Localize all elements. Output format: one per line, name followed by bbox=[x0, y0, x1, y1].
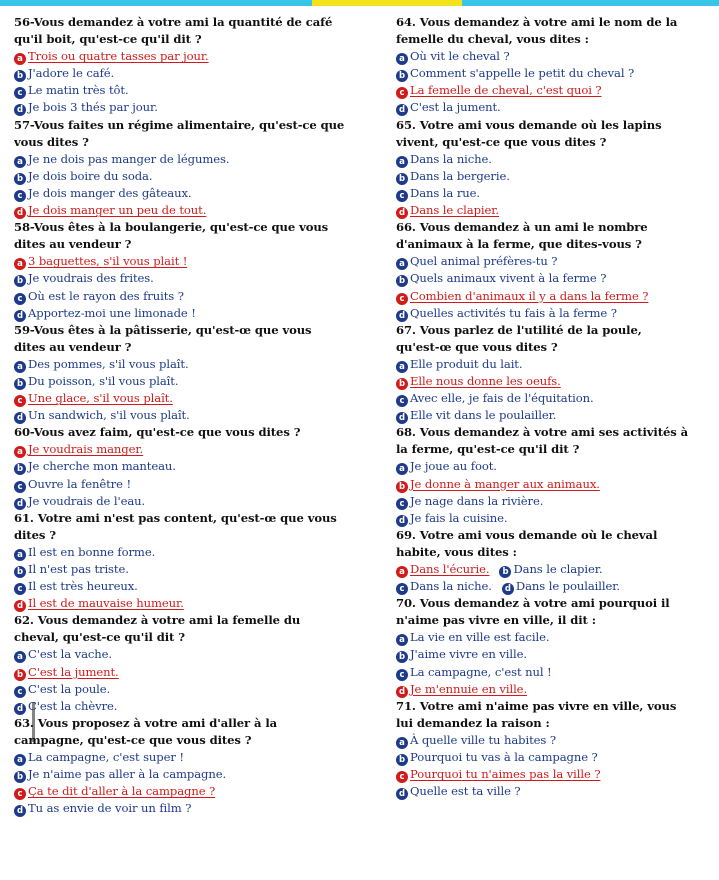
option-line bbox=[14, 253, 366, 270]
option-letter-icon: c bbox=[14, 87, 26, 99]
option-letter-icon: a bbox=[14, 446, 26, 458]
option-text: Combien d'animaux il y a dans la ferme ? bbox=[410, 288, 649, 303]
option-text: La campagne, c'est nul ! bbox=[410, 664, 552, 679]
answer-option bbox=[396, 100, 501, 114]
option-letter-icon: d bbox=[14, 600, 26, 612]
question-text: campagne, qu'est-ce que vous dites ? bbox=[14, 732, 252, 747]
answer-option bbox=[14, 169, 152, 183]
option-text: Il est très heureux. bbox=[28, 579, 138, 594]
answer-option bbox=[396, 408, 556, 422]
option-text: J'aime vivre en ville. bbox=[410, 647, 527, 662]
answer-option bbox=[14, 459, 176, 473]
answer-option bbox=[14, 545, 155, 559]
top-color-bar bbox=[0, 0, 719, 6]
answer-option bbox=[14, 801, 191, 815]
answer-option bbox=[14, 357, 189, 371]
answer-option bbox=[396, 459, 497, 473]
question-text: 67. Vous parlez de l'utilité de la poule, bbox=[396, 322, 642, 337]
option-line bbox=[396, 766, 711, 783]
question-text: 58-Vous êtes à la boulangerie, qu'est-ce que vous bbox=[14, 220, 329, 235]
correct-answer-option bbox=[396, 83, 602, 97]
option-letter-icon: a bbox=[14, 258, 26, 270]
answer-option bbox=[14, 494, 145, 508]
question-text: qu'il boit, qu'est-ce qu'il dit ? bbox=[14, 32, 202, 47]
option-letter-icon: a bbox=[396, 361, 408, 373]
option-letter-icon: d bbox=[396, 788, 408, 800]
option-letter-icon: c bbox=[396, 395, 408, 407]
option-line bbox=[14, 749, 366, 766]
option-line bbox=[14, 65, 366, 82]
option-letter-icon: b bbox=[14, 669, 26, 681]
correct-answer-option bbox=[396, 682, 527, 696]
option-line bbox=[14, 441, 366, 458]
option-letter-icon: d bbox=[14, 310, 26, 322]
question-text: 62. Vous demandez à votre ami la femelle du bbox=[14, 613, 301, 628]
correct-answer-option bbox=[14, 665, 119, 679]
question-text: habite, vous dites : bbox=[396, 544, 517, 559]
answer-option bbox=[396, 169, 510, 183]
option-text: Elle vit dans le poulailler. bbox=[410, 408, 557, 423]
option-line bbox=[14, 544, 366, 561]
question-text: 57-Vous faites un régime alimentaire, qu'est-ce que bbox=[14, 117, 345, 132]
option-letter-icon: d bbox=[396, 310, 408, 322]
question-text: n'aime pas vivre en ville, il dit : bbox=[396, 613, 596, 628]
option-letter-icon: b bbox=[396, 275, 408, 287]
option-letter-icon: b bbox=[396, 70, 408, 82]
option-line bbox=[396, 458, 711, 475]
answer-option bbox=[396, 49, 510, 63]
answer-option bbox=[396, 66, 634, 80]
option-line bbox=[14, 82, 366, 99]
option-text: Dans le clapier. bbox=[410, 203, 500, 218]
answer-option bbox=[14, 374, 178, 388]
answer-option bbox=[396, 357, 522, 371]
option-line bbox=[396, 48, 711, 65]
option-text: Je voudrais des frites. bbox=[28, 271, 154, 286]
option-line bbox=[396, 82, 711, 99]
option-letter-icon: c bbox=[14, 190, 26, 202]
option-text: Dans la niche. bbox=[410, 151, 492, 166]
answer-option bbox=[14, 477, 131, 491]
option-line bbox=[14, 168, 366, 185]
option-line bbox=[396, 510, 711, 527]
option-letter-icon: c bbox=[396, 771, 408, 783]
option-text: Quel animal préfères-tu ? bbox=[410, 254, 558, 269]
question-text: 66. Vous demandez à un ami le nombre bbox=[396, 220, 648, 235]
option-text: 3 baguettes, s'il vous plait ! bbox=[28, 254, 188, 269]
option-line bbox=[14, 185, 366, 202]
option-text: Avec elle, je fais de l'équitation. bbox=[410, 391, 594, 406]
option-line bbox=[396, 390, 711, 407]
correct-answer-option bbox=[14, 49, 209, 63]
right-column bbox=[396, 14, 711, 800]
option-text: C'est la jument. bbox=[410, 100, 501, 115]
option-line bbox=[396, 356, 711, 373]
option-letter-icon: c bbox=[14, 481, 26, 493]
option-line bbox=[396, 253, 711, 270]
option-line bbox=[14, 698, 366, 715]
option-text: Ouvre la fenêtre ! bbox=[28, 476, 132, 491]
option-text: Apportez-moi une limonade ! bbox=[28, 305, 196, 320]
option-text: Dans l'écurie. bbox=[410, 562, 490, 576]
option-text: Tu as envie de voir un film ? bbox=[28, 801, 192, 816]
correct-answer-option bbox=[14, 784, 215, 798]
option-text: La vie en ville est facile. bbox=[410, 630, 550, 645]
option-line bbox=[396, 681, 711, 698]
option-text: Ça te dit d'aller à la campagne ? bbox=[28, 784, 216, 799]
option-line bbox=[14, 476, 366, 493]
option-letter-icon: b bbox=[396, 651, 408, 663]
option-letter-icon: a bbox=[14, 53, 26, 65]
option-letter-icon: d bbox=[396, 515, 408, 527]
question-text: 61. Votre ami n'est pas content, qu'est-œ que vous bbox=[14, 510, 337, 525]
option-text: Elle produit du lait. bbox=[410, 356, 523, 371]
answer-option bbox=[14, 271, 154, 285]
option-line bbox=[396, 185, 711, 202]
option-text: Il est en bonne forme. bbox=[28, 544, 156, 559]
answer-option bbox=[499, 562, 602, 576]
option-letter-icon: d bbox=[502, 583, 514, 595]
option-text: Dans le poulailler. bbox=[515, 579, 620, 594]
correct-answer-option bbox=[396, 477, 600, 491]
answer-option bbox=[14, 186, 192, 200]
answer-option bbox=[14, 682, 110, 696]
option-letter-icon: a bbox=[14, 651, 26, 663]
option-line bbox=[396, 493, 711, 510]
option-letter-icon: a bbox=[14, 549, 26, 561]
option-text: Où vit le cheval ? bbox=[410, 49, 510, 64]
option-letter-icon: b bbox=[14, 463, 26, 475]
option-text: Il n'est pas triste. bbox=[28, 562, 129, 576]
correct-answer-option bbox=[396, 562, 489, 576]
option-text: Je bois 3 thés par jour. bbox=[28, 100, 158, 115]
question-text: 68. Vous demandez à votre ami ses activités à bbox=[396, 425, 689, 440]
correct-answer-option bbox=[14, 596, 184, 610]
answer-option bbox=[502, 579, 620, 593]
option-line bbox=[396, 407, 711, 424]
option-text: Je n'aime pas aller à la campagne. bbox=[28, 767, 227, 782]
option-letter-icon: b bbox=[14, 275, 26, 287]
correct-answer-option bbox=[396, 203, 499, 217]
option-letter-icon: a bbox=[396, 463, 408, 475]
option-text: Je voudrais de l'eau. bbox=[28, 493, 146, 508]
option-line bbox=[396, 646, 711, 663]
question-text: 60-Vous avez faim, qu'est-ce que vous dites ? bbox=[14, 425, 301, 440]
option-text: Je m'ennuie en ville. bbox=[410, 681, 528, 696]
question-text: 70. Vous demandez à votre ami pourquoi il bbox=[396, 596, 670, 611]
option-letter-icon: d bbox=[14, 104, 26, 116]
option-text: Je nage dans la rivière. bbox=[410, 493, 544, 508]
option-letter-icon: c bbox=[396, 498, 408, 510]
question-text: d'animaux à la ferme, que dites-vous ? bbox=[396, 237, 642, 252]
option-text: La campagne, c'est super ! bbox=[28, 750, 184, 765]
option-pair-line bbox=[396, 561, 711, 578]
option-text: Où est le rayon des fruits ? bbox=[28, 288, 184, 303]
question-text: dites ? bbox=[14, 527, 56, 542]
option-letter-icon: a bbox=[14, 156, 26, 168]
question-text: 64. Vous demandez à votre ami le nom de la bbox=[396, 15, 678, 29]
correct-answer-option bbox=[14, 442, 143, 456]
option-text: Comment s'appelle le petit du cheval ? bbox=[410, 66, 635, 81]
answer-option bbox=[396, 254, 557, 268]
correct-answer-option bbox=[14, 391, 173, 405]
option-letter-icon: a bbox=[396, 566, 408, 578]
option-text: C'est la vache. bbox=[28, 647, 112, 662]
option-text: Quelle est ta ville ? bbox=[410, 784, 521, 799]
option-text: Je dois boire du soda. bbox=[28, 168, 153, 183]
correct-answer-option bbox=[396, 767, 600, 781]
question-text: 65. Votre ami vous demande où les lapins bbox=[396, 117, 662, 132]
correct-answer-option bbox=[396, 289, 648, 303]
option-line bbox=[14, 646, 366, 663]
question-text: dites au vendeur ? bbox=[14, 339, 132, 354]
option-line bbox=[14, 390, 366, 407]
answer-option bbox=[14, 100, 158, 114]
option-line bbox=[396, 270, 711, 287]
option-line bbox=[396, 288, 711, 305]
option-text: Je fais la cuisine. bbox=[410, 510, 508, 525]
option-text: Dans la bergerie. bbox=[410, 168, 510, 183]
option-line bbox=[14, 270, 366, 287]
option-letter-icon: b bbox=[396, 481, 408, 493]
answer-option bbox=[396, 733, 556, 747]
question-text: femelle du cheval, vous dites : bbox=[396, 32, 589, 47]
question-text: qu'est-œ que vous dites ? bbox=[396, 339, 558, 354]
answer-option bbox=[396, 511, 508, 525]
option-letter-icon: a bbox=[396, 156, 408, 168]
question-text: 59-Vous êtes à la pâtisserie, qu'est-œ que vous bbox=[14, 322, 312, 337]
option-line bbox=[14, 561, 366, 578]
option-line bbox=[14, 48, 366, 65]
top-color-bar-accent bbox=[312, 0, 462, 6]
option-line bbox=[396, 783, 711, 800]
option-letter-icon: a bbox=[396, 634, 408, 646]
option-text: Je dois manger des gâteaux. bbox=[28, 185, 192, 200]
option-letter-icon: b bbox=[14, 70, 26, 82]
option-pair-line bbox=[396, 578, 711, 595]
option-line bbox=[14, 458, 366, 475]
option-letter-icon: d bbox=[14, 703, 26, 715]
question-text: 69. Votre ami vous demande où le cheval bbox=[396, 527, 658, 542]
option-line bbox=[396, 749, 711, 766]
left-column bbox=[14, 14, 366, 817]
question-text: vous dites ? bbox=[14, 134, 89, 149]
option-letter-icon: c bbox=[396, 293, 408, 305]
option-text: J'adore le café. bbox=[28, 66, 115, 81]
option-text: Un sandwich, s'il vous plaît. bbox=[28, 408, 190, 423]
option-text: Je joue au foot. bbox=[410, 459, 497, 474]
option-letter-icon: a bbox=[14, 754, 26, 766]
option-text: Je dois manger un peu de tout. bbox=[28, 203, 207, 218]
option-letter-icon: d bbox=[396, 412, 408, 424]
option-letter-icon: b bbox=[14, 566, 26, 578]
option-line bbox=[14, 595, 366, 612]
answer-option bbox=[14, 579, 138, 593]
option-text: C'est la jument. bbox=[28, 664, 119, 679]
option-letter-icon: b bbox=[396, 378, 408, 390]
answer-option bbox=[14, 767, 226, 781]
option-text: Dans le clapier. bbox=[513, 562, 603, 576]
option-letter-icon: c bbox=[14, 395, 26, 407]
option-letter-icon: a bbox=[14, 361, 26, 373]
answer-option bbox=[396, 579, 492, 593]
option-letter-icon: d bbox=[396, 104, 408, 116]
option-letter-icon: d bbox=[14, 412, 26, 424]
option-line bbox=[396, 99, 711, 116]
question-text: vivent, qu'est-ce que vous dites ? bbox=[396, 134, 607, 149]
option-line bbox=[14, 407, 366, 424]
option-letter-icon: b bbox=[14, 173, 26, 185]
option-text: Je ne dois pas manger de légumes. bbox=[28, 151, 230, 166]
option-line bbox=[14, 373, 366, 390]
option-line bbox=[396, 732, 711, 749]
answer-option bbox=[396, 186, 480, 200]
option-letter-icon: d bbox=[396, 686, 408, 698]
option-line bbox=[14, 356, 366, 373]
option-text: Dans la rue. bbox=[410, 185, 480, 200]
option-letter-icon: c bbox=[14, 293, 26, 305]
option-letter-icon: c bbox=[14, 686, 26, 698]
option-text: Pourquoi tu n'aimes pas la ville ? bbox=[410, 767, 601, 782]
option-line bbox=[14, 578, 366, 595]
option-text: C'est la chèvre. bbox=[28, 698, 118, 713]
answer-option bbox=[14, 750, 184, 764]
answer-option bbox=[396, 750, 598, 764]
answer-option bbox=[14, 289, 184, 303]
answer-option bbox=[14, 152, 229, 166]
option-text: Quels animaux vivent à la ferme ? bbox=[410, 271, 607, 286]
option-text: La femelle de cheval, c'est quoi ? bbox=[410, 83, 602, 98]
option-line bbox=[396, 476, 711, 493]
option-line bbox=[14, 681, 366, 698]
option-line bbox=[396, 373, 711, 390]
option-text: Une glace, s'il vous plaît. bbox=[28, 391, 173, 406]
answer-option bbox=[14, 83, 129, 97]
option-line bbox=[14, 99, 366, 116]
question-text: lui demandez la raison : bbox=[396, 715, 550, 730]
option-text: Du poisson, s'il vous plaît. bbox=[28, 373, 179, 388]
answer-option bbox=[396, 306, 617, 320]
answer-option bbox=[396, 784, 521, 798]
option-text: Il est de mauvaise humeur. bbox=[28, 596, 184, 611]
option-letter-icon: c bbox=[396, 583, 408, 595]
option-text: Pourquoi tu vas à la campagne ? bbox=[410, 750, 598, 765]
option-letter-icon: b bbox=[396, 754, 408, 766]
option-letter-icon: c bbox=[396, 669, 408, 681]
option-letter-icon: c bbox=[396, 87, 408, 99]
option-line bbox=[14, 305, 366, 322]
option-line bbox=[396, 202, 711, 219]
option-line bbox=[14, 288, 366, 305]
option-text: Des pommes, s'il vous plaît. bbox=[28, 356, 189, 371]
question-text: la ferme, qu'est-ce qu'il dit ? bbox=[396, 442, 580, 457]
option-text: Dans la niche. bbox=[410, 579, 492, 594]
answer-option bbox=[396, 665, 552, 679]
answer-option bbox=[396, 391, 594, 405]
answer-option bbox=[14, 66, 114, 80]
question-text: 71. Votre ami n'aime pas vivre en ville, vous bbox=[396, 698, 677, 713]
question-text: cheval, qu'est-ce qu'il dit ? bbox=[14, 630, 185, 645]
option-letter-icon: b bbox=[14, 378, 26, 390]
question-text: dites au vendeur ? bbox=[14, 237, 132, 252]
option-text: C'est la poule. bbox=[28, 681, 111, 696]
option-line bbox=[14, 493, 366, 510]
option-letter-icon: a bbox=[396, 737, 408, 749]
answer-option bbox=[14, 647, 112, 661]
option-line bbox=[396, 629, 711, 646]
option-letter-icon: b bbox=[396, 173, 408, 185]
correct-answer-option bbox=[14, 254, 187, 268]
option-text: Quelles activités tu fais à la ferme ? bbox=[410, 305, 617, 320]
option-line bbox=[14, 664, 366, 681]
option-text: Trois ou quatre tasses par jour. bbox=[28, 49, 209, 64]
option-line bbox=[396, 151, 711, 168]
option-letter-icon: b bbox=[14, 771, 26, 783]
question-text: 56-Vous demandez à votre ami la quantité de café bbox=[14, 15, 333, 29]
answer-option bbox=[396, 630, 549, 644]
option-line bbox=[14, 800, 366, 817]
option-letter-icon: c bbox=[14, 788, 26, 800]
answer-option bbox=[14, 562, 129, 576]
question-text: 63. Vous proposez à votre ami d'aller à la bbox=[14, 715, 278, 730]
answer-option bbox=[396, 271, 606, 285]
option-line bbox=[396, 305, 711, 322]
option-letter-icon: a bbox=[396, 258, 408, 270]
option-letter-icon: c bbox=[14, 583, 26, 595]
option-line bbox=[396, 168, 711, 185]
answer-option bbox=[396, 494, 543, 508]
answer-option bbox=[396, 647, 527, 661]
option-text: Le matin très tôt. bbox=[28, 83, 129, 98]
correct-answer-option bbox=[396, 374, 561, 388]
option-line bbox=[14, 151, 366, 168]
answer-option bbox=[14, 306, 196, 320]
option-letter-icon: d bbox=[14, 805, 26, 817]
option-letter-icon: b bbox=[499, 566, 511, 578]
option-text: Je donne à manger aux animaux. bbox=[410, 476, 600, 491]
option-letter-icon: d bbox=[14, 207, 26, 219]
answer-option bbox=[396, 152, 492, 166]
correct-answer-option bbox=[14, 203, 206, 217]
option-letter-icon: d bbox=[14, 498, 26, 510]
option-line bbox=[14, 766, 366, 783]
option-line bbox=[14, 783, 366, 800]
option-text: Je voudrais manger. bbox=[28, 442, 144, 457]
option-line bbox=[396, 664, 711, 681]
option-text: Je cherche mon manteau. bbox=[28, 459, 176, 474]
option-line bbox=[14, 202, 366, 219]
answer-option bbox=[14, 699, 117, 713]
option-letter-icon: a bbox=[396, 53, 408, 65]
option-letter-icon: c bbox=[396, 190, 408, 202]
option-text: À quelle ville tu habites ? bbox=[410, 732, 556, 747]
option-text: Elle nous donne les oeufs. bbox=[410, 373, 561, 388]
option-letter-icon: d bbox=[396, 207, 408, 219]
answer-option bbox=[14, 408, 190, 422]
option-line bbox=[396, 65, 711, 82]
